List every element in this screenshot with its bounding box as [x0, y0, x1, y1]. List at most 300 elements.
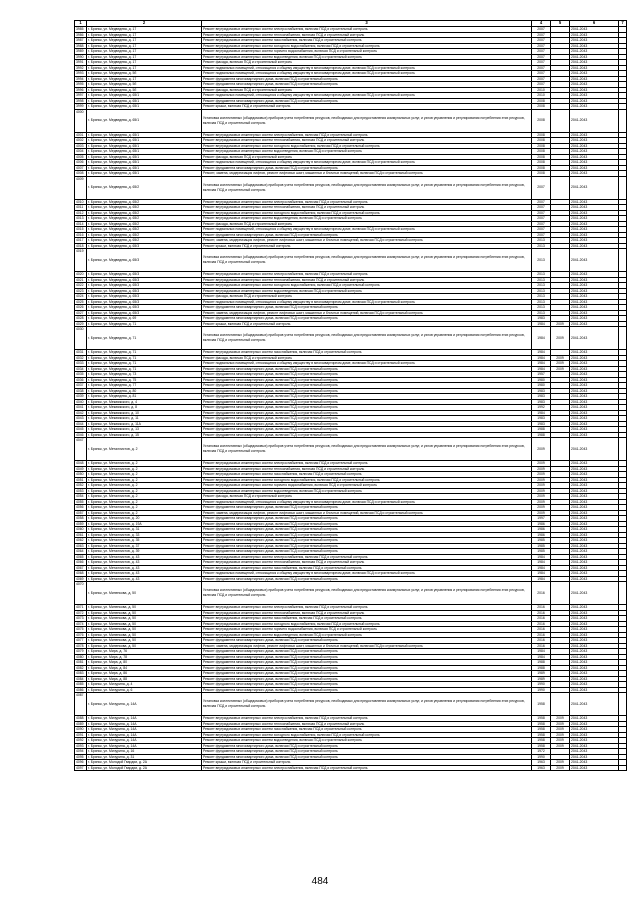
address-cell: г. Брянск, ул. Миненкова, д. 50	[87, 616, 202, 622]
address-cell: г. Брянск, ул. Металлистов, д. 31	[87, 527, 202, 533]
address-cell: г. Брянск, ул. Межвикского, д. 10	[87, 410, 202, 416]
work-type-cell: Ремонт, замена, модернизация лифтов, ремонт лифтовых шахт, машинных и блочных помещений, включая ПСД и строительный контроль	[202, 510, 532, 516]
address-cell: г. Брянск, ул. Медведева, д. 71	[87, 350, 202, 356]
row-number-cell: 4028	[75, 316, 87, 322]
work-type-cell: Ремонт фундамента многоквартирного дома, включая ПСД и строительный контроль	[202, 316, 532, 322]
planned-period-cell: 2041-2043	[570, 527, 619, 533]
address-cell: г. Брянск, ул. Медведева, д. 65/2	[87, 199, 202, 205]
commission-year-cell: 2007	[532, 54, 551, 60]
row-number-cell: 4011	[75, 205, 87, 211]
commission-year-cell: 2009	[532, 472, 551, 478]
address-cell: г. Брянск, ул. Металлистов, д. 2	[87, 505, 202, 511]
commission-year-cell: 1985	[532, 543, 551, 549]
work-type-cell: Ремонт фундамента многоквартирного дома, включая ПСД и строительный контроль	[202, 649, 532, 655]
planned-period-cell: 2041-2043	[570, 27, 619, 33]
planned-period-cell: 2041-2043	[570, 98, 619, 104]
last-repair-year-cell	[551, 693, 570, 716]
commission-year-cell: 1963	[532, 760, 551, 766]
planned-period-cell: 2041-2043	[570, 199, 619, 205]
address-cell: г. Брянск, ул. Медведева, д. 17	[87, 65, 202, 71]
commission-year-cell: 2007	[532, 65, 551, 71]
work-type-cell: Ремонт внутридомовых инженерных систем водоотведения, включая ПСД и строительный контроль	[202, 738, 532, 744]
work-type-cell: Ремонт внутридомовых инженерных систем холодного водоснабжения, включая ПСД и строительный контроль	[202, 283, 532, 289]
row-number-cell: 4023	[75, 288, 87, 294]
work-type-cell: Ремонт подвальных помещений, относящихся к общему имуществу в многоквартирном доме, включая ПСД и строительный контроль	[202, 299, 532, 305]
column-header: 7	[619, 21, 627, 27]
last-repair-year-cell: 2009	[551, 355, 570, 361]
planned-period-cell: 2041-2043	[570, 693, 619, 716]
row-number-cell: 4004	[75, 149, 87, 155]
row-number-cell: 4027	[75, 310, 87, 316]
column-header: 2	[87, 21, 202, 27]
row-number-cell: 4057	[75, 510, 87, 516]
address-cell: г. Брянск, ул. Мичурина, д. 14А	[87, 727, 202, 733]
planned-period-cell: 2041-2043	[570, 205, 619, 211]
row-number-cell: 4038	[75, 388, 87, 394]
commission-year-cell: 1985	[532, 538, 551, 544]
commission-year-cell: 1989	[532, 671, 551, 677]
commission-year-cell: 2016	[532, 632, 551, 638]
planned-period-cell: 2041-2043	[570, 154, 619, 160]
address-cell: г. Брянск, ул. Медведева, д. 65/2	[87, 232, 202, 238]
work-type-cell: Ремонт фундамента многоквартирного дома, включая ПСД и строительный контроль	[202, 687, 532, 693]
address-cell: г. Брянск, ул. Медведева, д. 17	[87, 54, 202, 60]
work-type-cell: Ремонт фундамента многоквартирного дома, включая ПСД и строительный контроль	[202, 665, 532, 671]
address-cell: г. Брянск, ул. Медведева, д. 71	[87, 321, 202, 327]
planned-period-cell: 2041-2043	[570, 416, 619, 422]
row-number-cell: 4025	[75, 299, 87, 305]
planned-period-cell: 2041-2043	[570, 765, 619, 771]
row-number-cell: 4065	[75, 554, 87, 560]
commission-year-cell: 1983	[532, 316, 551, 322]
row-number-cell: 4082	[75, 665, 87, 671]
planned-period-cell: 2041-2043	[570, 104, 619, 110]
commission-year-cell: 2007	[532, 205, 551, 211]
row-number-cell: 4087	[75, 693, 87, 716]
address-cell: г. Брянск, ул. Медведева, д. 80	[87, 388, 202, 394]
commission-year-cell: 2008	[532, 132, 551, 138]
work-type-cell: Ремонт внутридомовых инженерных систем холодного водоснабжения, включая ПСД и строительный контроль	[202, 732, 532, 738]
work-type-cell: Ремонт внутридомовых инженерных систем газоснабжения, включая ПСД и строительный контроль	[202, 565, 532, 571]
work-type-cell: Ремонт фундамента многоквартирного дома, включая ПСД и строительный контроль	[202, 682, 532, 688]
row-number-cell: 3985	[75, 27, 87, 33]
commission-year-cell: 2013	[532, 283, 551, 289]
commission-year-cell: 2007	[532, 32, 551, 38]
table-row	[75, 765, 627, 771]
planned-period-cell: 2041-2043	[570, 682, 619, 688]
table-row	[75, 693, 627, 716]
commission-year-cell: 1984	[532, 571, 551, 577]
planned-period-cell: 2041-2043	[570, 321, 619, 327]
address-cell: г. Брянск, ул. Металлистов, д. 2	[87, 438, 202, 461]
work-type-cell: Ремонт фасада, включая ПСД и строительный контроль	[202, 494, 532, 500]
planned-period-cell: 2041-2043	[570, 372, 619, 378]
row-number-cell: 4015	[75, 227, 87, 233]
address-cell: г. Брянск, ул. Мичурина, д. 4	[87, 682, 202, 688]
work-type-cell: Ремонт внутридомовых инженерных систем электроснабжения, включая ПСД и строительный контроль	[202, 132, 532, 138]
row-number-cell: 3994	[75, 76, 87, 82]
address-cell: г. Брянск, ул. Металлистов, д. 2	[87, 494, 202, 500]
work-type-cell: Ремонт фундамента многоквартирного дома, включая ПСД и строительный контроль	[202, 76, 532, 82]
address-cell: г. Брянск, ул. Медведева, д. 65/1	[87, 93, 202, 99]
work-type-cell: Ремонт фундамента многоквартирного дома, включая ПСД и строительный контроль	[202, 527, 532, 533]
planned-period-cell: 2041-2043	[570, 554, 619, 560]
planned-period-cell: 2041-2043	[570, 38, 619, 44]
planned-period-cell: 2041-2043	[570, 538, 619, 544]
row-number-cell: 4002	[75, 138, 87, 144]
commission-year-cell: 2013	[532, 305, 551, 311]
commission-year-cell: 1963	[532, 765, 551, 771]
planned-period-cell: 2041-2043	[570, 727, 619, 733]
planned-period-cell: 2041-2043	[570, 461, 619, 467]
address-cell: г. Брянск, ул. Медведева, д. 65/2	[87, 238, 202, 244]
work-type-cell: Ремонт фундамента многоквартирного дома, включая ПСД и строительный контроль	[202, 394, 532, 400]
commission-year-cell: 2016	[532, 582, 551, 605]
work-type-cell: Ремонт подвальных помещений, относящихся к общему имуществу в многоквартирном доме, включая ПСД и строительный контроль	[202, 499, 532, 505]
planned-period-cell: 2041-2043	[570, 410, 619, 416]
commission-year-cell: 1990	[532, 754, 551, 760]
planned-period-cell: 2041-2043	[570, 576, 619, 582]
planned-period-cell: 2041-2043	[570, 654, 619, 660]
table-row	[75, 327, 627, 350]
table-row	[75, 438, 627, 461]
planned-period-cell: 2041-2043	[570, 361, 619, 367]
commission-year-cell: 2007	[532, 60, 551, 66]
planned-period-cell: 2041-2043	[570, 243, 619, 249]
address-cell: г. Брянск, ул. Металлистов, д. 2	[87, 477, 202, 483]
row-number-cell: 4090	[75, 727, 87, 733]
work-type-cell: Ремонт внутридомовых инженерных систем теплоснабжения, включая ПСД и строительный контроль	[202, 277, 532, 283]
address-cell: г. Брянск, ул. Миненкова, д. 50	[87, 621, 202, 627]
work-type-cell: Ремонт фундамента многоквартирного дома, включая ПСД и строительный контроль	[202, 388, 532, 394]
row-number-cell: 4032	[75, 355, 87, 361]
planned-period-cell: 2041-2043	[570, 277, 619, 283]
row-number-cell: 4000	[75, 109, 87, 132]
planned-period-cell: 2041-2043	[570, 716, 619, 722]
planned-period-cell: 2041-2043	[570, 93, 619, 99]
commission-year-cell: 1989	[532, 676, 551, 682]
commission-year-cell: 1984	[532, 576, 551, 582]
planned-period-cell: 2041-2043	[570, 316, 619, 322]
address-cell: г. Брянск, ул. Медведева, д. 17	[87, 76, 202, 82]
work-type-cell: Ремонт фундамента многоквартирного дома, включая ПСД и строительный контроль	[202, 654, 532, 660]
address-cell: г. Брянск, ул. Медведева, д. 17	[87, 38, 202, 44]
address-cell: г. Брянск, ул. Миненкова, д. 50	[87, 632, 202, 638]
row-number-cell: 4072	[75, 610, 87, 616]
address-cell: г. Брянск, ул. Межвикского, д. 15	[87, 432, 202, 438]
planned-period-cell: 2041-2043	[570, 232, 619, 238]
work-type-cell: Ремонт внутридомовых инженерных систем холодного водоснабжения, включая ПСД и строительный контроль	[202, 210, 532, 216]
address-cell: г. Брянск, ул. Металлистов, д. 2	[87, 472, 202, 478]
planned-period-cell: 2041-2043	[570, 43, 619, 49]
work-type-cell: Ремонт фундамента многоквартирного дома, включая ПСД и строительный контроль	[202, 410, 532, 416]
row-number-cell: 4040	[75, 399, 87, 405]
work-type-cell: Ремонт крыши, включая ПСД и строительный контроль	[202, 243, 532, 249]
commission-year-cell: 1983	[532, 399, 551, 405]
row-number-cell: 4076	[75, 632, 87, 638]
row-number-cell: 4050	[75, 472, 87, 478]
row-number-cell: 3997	[75, 93, 87, 99]
row-number-cell: 4043	[75, 416, 87, 422]
commission-year-cell: 1988	[532, 432, 551, 438]
address-cell: г. Брянск, ул. Медведева, д. 65/1	[87, 154, 202, 160]
work-type-cell: Установка коллективных (общедомовых) приборов учета потребления ресурсов, необходимых для предоставления коммунальных услуг, и узлов управления и регулирования потребления этих ресурсов, включая ПСД и строительный контроль	[202, 109, 532, 132]
address-cell: г. Брянск, ул. Медведева, д. 65/1	[87, 109, 202, 132]
work-type-cell: Ремонт фундамента многоквартирного дома, включая ПСД и строительный контроль	[202, 421, 532, 427]
row-number-cell: 4039	[75, 394, 87, 400]
row-number-cell: 4089	[75, 721, 87, 727]
address-cell: г. Брянск, ул. Медведева, д. 65/2	[87, 176, 202, 199]
address-cell: г. Брянск, ул. Медведева, д. 65/1	[87, 143, 202, 149]
row-number-cell: 4080	[75, 654, 87, 660]
commission-year-cell: 2009	[532, 438, 551, 461]
address-cell: г. Брянск, ул. Медведева, д. 65/3	[87, 294, 202, 300]
planned-period-cell: 2041-2043	[570, 676, 619, 682]
row-number-cell: 4022	[75, 283, 87, 289]
work-type-cell: Ремонт внутридомовых инженерных систем электроснабжения, включая ПСД и строительный контроль	[202, 27, 532, 33]
work-type-cell: Ремонт внутридомовых инженерных систем горячего водоснабжения, включая ПСД и строительный контроль	[202, 483, 532, 489]
address-cell: г. Брянск, ул. Медведева, д. 65/1	[87, 149, 202, 155]
commission-year-cell: 2013	[532, 288, 551, 294]
row-number-cell: 4026	[75, 305, 87, 311]
planned-period-cell: 2041-2043	[570, 616, 619, 622]
commission-year-cell: 2016	[532, 621, 551, 627]
column-header: 3	[202, 21, 532, 27]
work-type-cell: Ремонт фундамента многоквартирного дома, включая ПСД и строительный контроль	[202, 543, 532, 549]
table-row	[75, 582, 627, 605]
row-number-cell: 4062	[75, 538, 87, 544]
planned-period-cell: 2041-2043	[570, 643, 619, 649]
work-type-cell: Ремонт внутридомовых инженерных систем газоснабжения, включая ПСД и строительный контроль	[202, 616, 532, 622]
address-cell: г. Брянск, ул. Молодой Гвардии, д. 2А	[87, 760, 202, 766]
work-type-cell: Ремонт внутридомовых инженерных систем теплоснабжения, включая ПСД и строительный контроль	[202, 610, 532, 616]
planned-period-cell: 2041-2043	[570, 49, 619, 55]
row-number-cell: 3996	[75, 87, 87, 93]
commission-year-cell: 1983	[532, 388, 551, 394]
row-number-cell: 4052	[75, 483, 87, 489]
commission-year-cell: 1984	[532, 560, 551, 566]
planned-period-cell: 2041-2043	[570, 143, 619, 149]
row-number-cell: 4016	[75, 232, 87, 238]
planned-period-cell: 2041-2043	[570, 138, 619, 144]
planned-period-cell: 2041-2043	[570, 82, 619, 88]
empty-cell	[619, 438, 627, 461]
work-type-cell: Ремонт внутридомовых инженерных систем электроснабжения, включая ПСД и строительный контроль	[202, 765, 532, 771]
planned-period-cell: 2041-2043	[570, 394, 619, 400]
work-type-cell: Ремонт фундамента многоквартирного дома, включая ПСД и строительный контроль	[202, 516, 532, 522]
address-cell: г. Брянск, ул. Медведева, д. 81	[87, 394, 202, 400]
address-cell: г. Брянск, ул. Мира, д. 88	[87, 676, 202, 682]
document-sheet	[74, 20, 626, 771]
address-cell: г. Брянск, ул. Мичурина, д. 6	[87, 687, 202, 693]
work-type-cell: Ремонт подвальных помещений, относящихся к общему имуществу в многоквартирном доме, включая ПСД и строительный контроль	[202, 160, 532, 166]
commission-year-cell: 1958	[532, 693, 551, 716]
last-repair-year-cell: 2009	[551, 321, 570, 327]
empty-cell	[619, 327, 627, 350]
planned-period-cell: 2041-2043	[570, 632, 619, 638]
work-type-cell: Установка коллективных (общедомовых) приборов учета потребления ресурсов, необходимых для предоставления коммунальных услуг, и узлов управления и регулирования потребления этих ресурсов, включая ПСД и строительный контроль	[202, 438, 532, 461]
work-type-cell: Ремонт внутридомовых инженерных систем теплоснабжения, включая ПСД и строительный контроль	[202, 560, 532, 566]
work-type-cell: Ремонт фундамента многоквартирного дома, включая ПСД и строительный контроль	[202, 754, 532, 760]
address-cell: г. Брянск, ул. Миненкова, д. 50	[87, 582, 202, 605]
commission-year-cell: 2007	[532, 76, 551, 82]
work-type-cell: Ремонт фундамента многоквартирного дома, включая ПСД и строительный контроль	[202, 532, 532, 538]
row-number-cell: 4018	[75, 243, 87, 249]
address-cell: г. Брянск, ул. Миненкова, д. 50	[87, 638, 202, 644]
commission-year-cell: 1986	[532, 527, 551, 533]
row-number-cell: 4096	[75, 760, 87, 766]
commission-year-cell: 2007	[532, 216, 551, 222]
work-type-cell: Ремонт внутридомовых инженерных систем электроснабжения, включая ПСД и строительный контроль	[202, 554, 532, 560]
address-cell: г. Брянск, ул. Мичурина, д. 14А	[87, 721, 202, 727]
address-cell: г. Брянск, ул. Медведева, д. 65/3	[87, 305, 202, 311]
address-cell: г. Брянск, ул. Металлистов, д. 19А	[87, 521, 202, 527]
address-cell: г. Брянск, ул. Мичурина, д. 14А	[87, 743, 202, 749]
last-repair-year-cell: 2009	[551, 716, 570, 722]
last-repair-year-cell: 2009	[551, 743, 570, 749]
address-cell: г. Брянск, ул. Металлистов, д. 43	[87, 565, 202, 571]
page-number: 484	[311, 876, 329, 887]
work-type-cell: Ремонт подвальных помещений, относящихся к общему имуществу в многоквартирном доме, включая ПСД и строительный контроль	[202, 71, 532, 77]
row-number-cell: 4012	[75, 210, 87, 216]
row-number-cell: 4051	[75, 477, 87, 483]
planned-period-cell: 2041-2043	[570, 350, 619, 356]
planned-period-cell: 2041-2043	[570, 221, 619, 227]
work-type-cell: Ремонт внутридомовых инженерных систем электроснабжения, включая ПСД и строительный контроль	[202, 716, 532, 722]
work-type-cell: Ремонт фундамента многоквартирного дома, включая ПСД и строительный контроль	[202, 427, 532, 433]
row-number-cell: 4013	[75, 216, 87, 222]
work-type-cell: Ремонт фасада, включая ПСД и строительный контроль	[202, 87, 532, 93]
work-type-cell: Ремонт внутридомовых инженерных систем водоотведения, включая ПСД и строительный контроль	[202, 632, 532, 638]
work-type-cell: Установка коллективных (общедомовых) приборов учета потребления ресурсов, необходимых для предоставления коммунальных услуг, и узлов управления и регулирования потребления этих ресурсов, включая ПСД и строительный контроль	[202, 249, 532, 272]
row-number-cell: 4059	[75, 521, 87, 527]
row-number-cell: 4047	[75, 438, 87, 461]
commission-year-cell: 1988	[532, 427, 551, 433]
work-type-cell: Ремонт фундамента многоквартирного дома, включая ПСД и строительный контроль	[202, 749, 532, 755]
row-number-cell: 4092	[75, 738, 87, 744]
work-type-cell: Ремонт фундамента многоквартирного дома, включая ПСД и строительный контроль	[202, 521, 532, 527]
row-number-cell: 3999	[75, 104, 87, 110]
address-cell: г. Брянск, ул. Медведева, д. 65/1	[87, 104, 202, 110]
address-cell: г. Брянск, ул. Металлистов, д. 2	[87, 461, 202, 467]
commission-year-cell: 2007	[532, 38, 551, 44]
commission-year-cell: 2016	[532, 616, 551, 622]
planned-period-cell: 2041-2043	[570, 238, 619, 244]
planned-period-cell: 2041-2043	[570, 738, 619, 744]
row-number-cell: 4024	[75, 294, 87, 300]
row-number-cell: 4033	[75, 361, 87, 367]
last-repair-year-cell: 2009	[551, 738, 570, 744]
address-cell: г. Брянск, ул. Миненкова, д. 50	[87, 610, 202, 616]
row-number-cell: 4066	[75, 560, 87, 566]
planned-period-cell: 2041-2043	[570, 649, 619, 655]
address-cell: г. Брянск, ул. Металлистов, д. 39	[87, 549, 202, 555]
work-type-cell: Ремонт фундамента многоквартирного дома, включая ПСД и строительный контроль	[202, 383, 532, 389]
commission-year-cell: 2008	[532, 143, 551, 149]
work-type-cell: Ремонт подвальных помещений, относящихся к общему имуществу в многоквартирном доме, включая ПСД и строительный контроль	[202, 571, 532, 577]
address-cell: г. Брянск, ул. Металлистов, д. 33	[87, 532, 202, 538]
address-cell: г. Брянск, ул. Медведева, д. 71	[87, 361, 202, 367]
planned-period-cell: 2041-2043	[570, 305, 619, 311]
planned-period-cell: 2041-2043	[570, 54, 619, 60]
row-number-cell: 4036	[75, 377, 87, 383]
row-number-cell: 4070	[75, 582, 87, 605]
work-type-cell: Ремонт фасада, включая ПСД и строительный контроль	[202, 154, 532, 160]
row-number-cell: 4054	[75, 494, 87, 500]
commission-year-cell: 1983	[532, 416, 551, 422]
address-cell: г. Брянск, ул. Медведева, д. 65/2	[87, 221, 202, 227]
planned-period-cell: 2041-2043	[570, 466, 619, 472]
commission-year-cell: 1958	[532, 721, 551, 727]
work-type-cell: Ремонт, замена, модернизация лифтов, ремонт лифтовых шахт, машинных и блочных помещений, включая ПСД и строительный контроль	[202, 310, 532, 316]
commission-year-cell: 1986	[532, 532, 551, 538]
column-header: 4	[532, 21, 551, 27]
commission-year-cell: 2009	[532, 505, 551, 511]
commission-year-cell: 1958	[532, 738, 551, 744]
planned-period-cell: 2041-2043	[570, 399, 619, 405]
work-type-cell: Ремонт фундамента многоквартирного дома, включая ПСД и строительный контроль	[202, 232, 532, 238]
work-type-cell: Установка коллективных (общедомовых) приборов учета потребления ресурсов, необходимых для предоставления коммунальных услуг, и узлов управления и регулирования потребления этих ресурсов, включая ПСД и строительный контроль	[202, 176, 532, 199]
row-number-cell: 4008	[75, 171, 87, 177]
work-type-cell: Ремонт фундамента многоквартирного дома, включая ПСД и строительный контроль	[202, 82, 532, 88]
commission-year-cell: 2013	[532, 249, 551, 272]
address-cell: г. Брянск, ул. Металлистов, д. 43	[87, 554, 202, 560]
address-cell: г. Брянск, ул. Межвикского, д. 11	[87, 416, 202, 422]
last-repair-year-cell: 2009	[551, 760, 570, 766]
last-repair-year-cell: 2009	[551, 721, 570, 727]
planned-period-cell: 2041-2043	[570, 216, 619, 222]
empty-cell	[619, 176, 627, 199]
address-cell: г. Брянск, ул. Медведева, д. 65/1	[87, 160, 202, 166]
planned-period-cell: 2041-2043	[570, 732, 619, 738]
row-number-cell: 4078	[75, 643, 87, 649]
work-type-cell: Ремонт внутридомовых инженерных систем холодного водоснабжения, включая ПСД и строительный контроль	[202, 143, 532, 149]
address-cell: г. Брянск, ул. Мичурина, д. 14А	[87, 716, 202, 722]
address-cell: г. Брянск, ул. Мичурина, д. 14А	[87, 738, 202, 744]
address-cell: г. Брянск, ул. Металлистов, д. 43	[87, 576, 202, 582]
planned-period-cell: 2041-2043	[570, 71, 619, 77]
work-type-cell: Ремонт крыши, включая ПСД и строительный контроль	[202, 104, 532, 110]
commission-year-cell: 2007	[532, 199, 551, 205]
row-number-cell: 4085	[75, 682, 87, 688]
commission-year-cell: 2007	[532, 71, 551, 77]
planned-period-cell: 2041-2043	[570, 249, 619, 272]
row-number-cell: 4093	[75, 743, 87, 749]
work-type-cell: Ремонт фасада, включая ПСД и строительный контроль	[202, 221, 532, 227]
row-number-cell: 4074	[75, 621, 87, 627]
commission-year-cell: 2016	[532, 643, 551, 649]
planned-period-cell: 2041-2043	[570, 582, 619, 605]
last-repair-year-cell: 2009	[551, 765, 570, 771]
address-cell: г. Брянск, ул. Медведева, д. 17	[87, 49, 202, 55]
address-cell: г. Брянск, ул. Медведева, д. 65/3	[87, 272, 202, 278]
address-cell: г. Брянск, ул. Медведева, д. 65/1	[87, 171, 202, 177]
row-number-cell: 4060	[75, 527, 87, 533]
planned-period-cell: 2041-2043	[570, 171, 619, 177]
work-type-cell: Ремонт подвальных помещений, относящихся к общему имуществу в многоквартирном доме, включая ПСД и строительный контроль	[202, 361, 532, 367]
address-cell: г. Брянск, ул. Медведева, д. 65/1	[87, 165, 202, 171]
commission-year-cell: 2009	[532, 477, 551, 483]
planned-period-cell: 2041-2043	[570, 749, 619, 755]
address-cell: г. Брянск, ул. Медведева, д. 75	[87, 377, 202, 383]
planned-period-cell: 2041-2043	[570, 549, 619, 555]
work-type-cell: Ремонт фундамента многоквартирного дома, включая ПСД и строительный контроль	[202, 416, 532, 422]
row-number-cell: 4063	[75, 543, 87, 549]
address-cell: г. Брянск, ул. Межвикского, д. 4	[87, 399, 202, 405]
planned-period-cell: 2041-2043	[570, 421, 619, 427]
work-type-cell: Ремонт фундамента многоквартирного дома, включая ПСД и строительный контроль	[202, 660, 532, 666]
row-number-cell: 4029	[75, 321, 87, 327]
